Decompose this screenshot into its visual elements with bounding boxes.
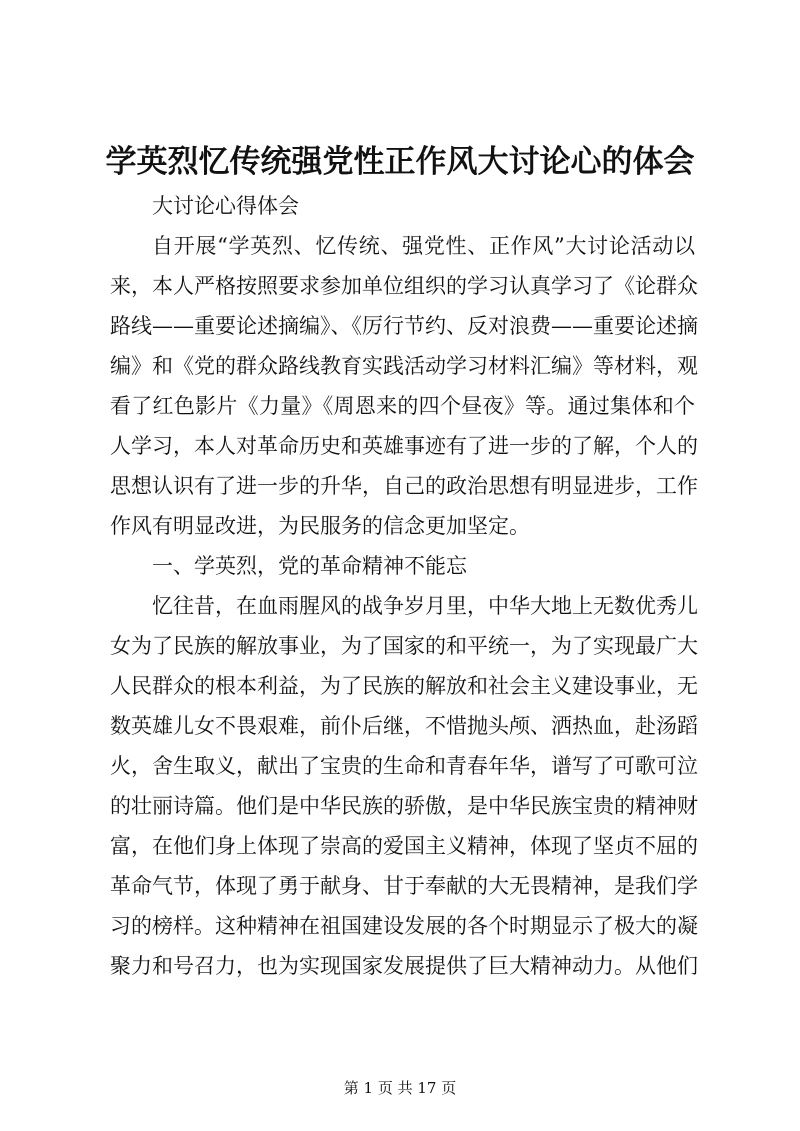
paragraph-line: 女为了民族的解放事业，为了国家的和平统一，为了实现最广大 [110,634,698,658]
paragraph-line: 忆往昔，在血雨腥风的战争岁月里，中华大地上无数优秀儿 [152,594,698,618]
document-title: 学英烈忆传统强党性正作风大讨论心的体会 [105,144,695,180]
section-heading-1 [110,546,695,586]
paragraph-line: 人学习，本人对革命历史和英雄事迹有了进一步的了解，个人的 [110,434,698,458]
paragraph-line: 作风有明显改进，为民服务的信念更加坚定。 [110,514,530,538]
section-heading: 一、学英烈，党的革命精神不能忘 [152,554,467,578]
document-body [110,186,698,986]
section-subtitle: 大讨论心得体会 [152,194,299,218]
paragraph-line: 思想认识有了进一步的升华，自己的政治思想有明显进步，工作 [110,474,698,498]
paragraph-line: 富，在他们身上体现了崇高的爱国主义精神，体现了坚贞不屈的 [110,834,698,858]
paragraph-line: 习的榜样。这种精神在祖国建设发展的各个时期显示了极大的凝 [110,914,698,938]
paragraph-line: 火，舍生取义，献出了宝贵的生命和青春年华，谱写了可歌可泣 [110,754,698,778]
paragraph-line: 聚力和号召力，也为实现国家发展提供了巨大精神动力。从他们 [110,954,698,978]
paragraph-line: 革命气节，体现了勇于献身、甘于奉献的大无畏精神，是我们学 [110,874,698,898]
paragraph-line: 来，本人严格按照要求参加单位组织的学习认真学习了《论群众 [110,274,698,298]
paragraph-line: 路线——重要论述摘编》、《厉行节约、反对浪费——重要论述摘 [110,314,698,338]
paragraph-line: 的壮丽诗篇。他们是中华民族的骄傲，是中华民族宝贵的精神财 [110,794,698,818]
paragraph-line: 编》和《党的群众路线教育实践活动学习材料汇编》等材料，观 [110,354,698,378]
paragraph-intro [110,226,698,546]
paragraph-heroes [110,586,698,986]
page-number-footer: 第 1 页 共 17 页 [343,1079,457,1097]
paragraph-line: 人民群众的根本利益，为了民族的解放和社会主义建设事业，无 [110,674,698,698]
paragraph-line: 自开展“学英烈、忆传统、强党性、正作风”大讨论活动以 [152,234,695,258]
paragraph-line: 看了红色影片《力量》《周恩来的四个昼夜》等。通过集体和个 [110,394,695,418]
paragraph-line: 数英雄儿女不畏艰难，前仆后继，不惜抛头颅、洒热血，赴汤蹈 [110,714,698,738]
